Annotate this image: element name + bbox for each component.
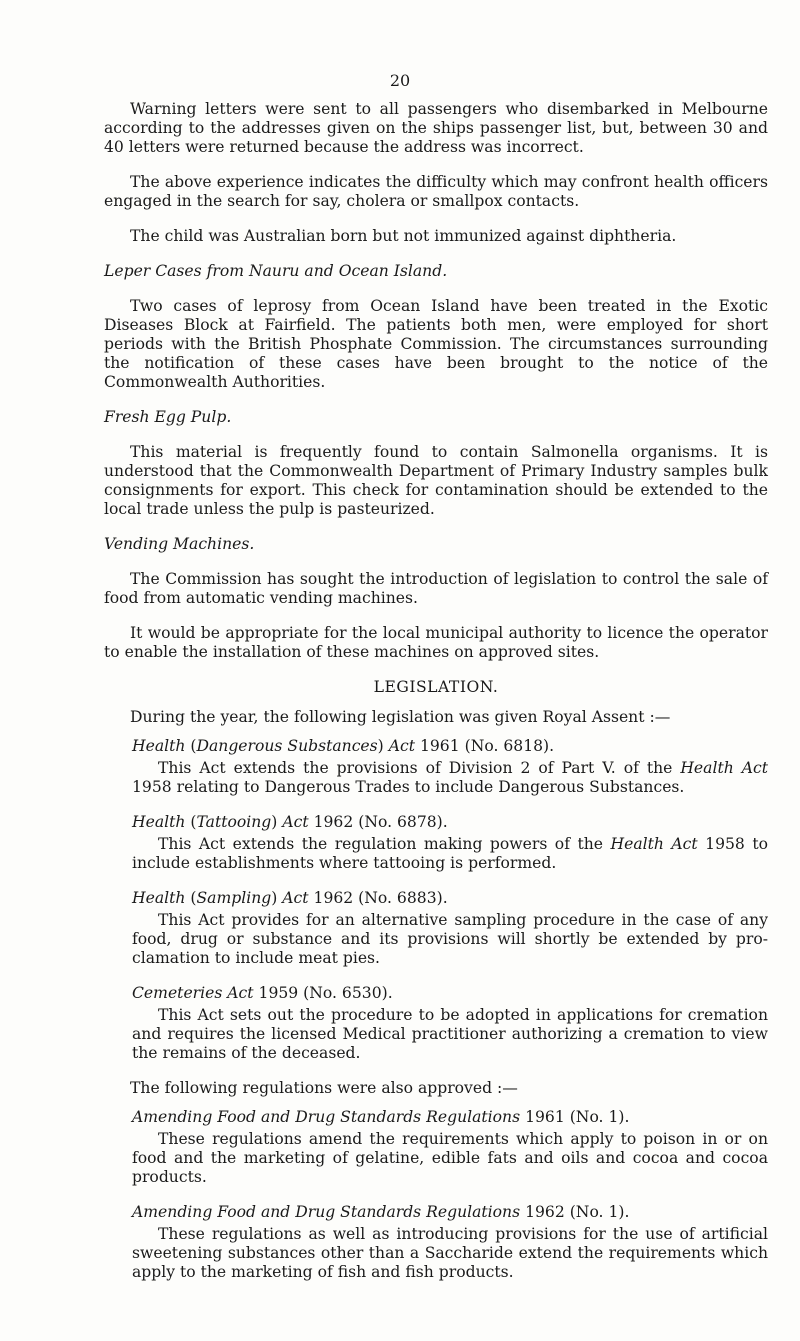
page-content (104, 100, 768, 1298)
section-heading-egg-pulp: Fresh Egg Pulp. (104, 408, 232, 426)
act-item (104, 813, 768, 873)
paragraph-vending-licence: It would be appropriate for the local municipal authority to licence the operator to enable the installation of these machines on approved sites. (104, 624, 768, 661)
regulation-body: These regulations as well as introducing provisions for the use of artificial sweetening substances other than a Saccharide extend the requirements which apply to the marketing of fish and fish products. (132, 1225, 768, 1281)
regulation-title: Amending Food and Drug Standards Regulations 1961 (No. 1). (132, 1108, 630, 1126)
legislation-intro: During the year, the following legislation was given Royal Assent :— (130, 708, 671, 726)
paragraph-salmonella: This material is frequently found to contain Salmonella organisms. It is understood that the Commonwealth Department of Primary Industry samples bulk consignments for export. This check for contamination should be extended to the local trade unless the pulp is pasteurized. (104, 443, 768, 518)
regulation-body: These regulations amend the requirements which apply to poison in or on food and the marketing of gelatine, edible fats and oils and cocoa and cocoa products. (132, 1130, 768, 1186)
page-number: 20 (389, 71, 411, 90)
act-title: Health (Tattooing) Act 1962 (No. 6878). (132, 813, 448, 831)
act-item (104, 737, 768, 797)
act-body: This Act provides for an alternative sampling procedure in the case of any food, drug or substance and its provisions will shortly be extended by pro- clamation to include meat pies. (132, 911, 768, 967)
paragraph-child: The child was Australian born but not immunized against diphtheria. (130, 227, 677, 245)
paragraph-warning-letters: Warning letters were sent to all passengers who disembarked in Melbourne according to the addresses given on the ships passenger list, but, between 30 and 40 letters were returned because the address was incorrect. (104, 100, 768, 156)
paragraph-vending-legislation: The Commission has sought the introduction of legislation to control the sale of food from automatic vending machines. (104, 570, 768, 607)
section-heading-leper-cases: Leper Cases from Nauru and Ocean Island. (104, 262, 448, 280)
act-title: Health (Sampling) Act 1962 (No. 6883). (132, 889, 448, 907)
act-title: Cemeteries Act 1959 (No. 6530). (132, 984, 393, 1002)
act-item (104, 984, 768, 1063)
regulation-item (104, 1203, 768, 1282)
section-heading-vending-machines: Vending Machines. (104, 535, 255, 553)
act-body: This Act sets out the procedure to be adopted in applications for cremation and requires the licensed Medical practitioner authorizing a cremation to view the remains of the deceased. (132, 1006, 768, 1062)
act-item (104, 889, 768, 968)
act-title: Health (Dangerous Substances) Act 1961 (No. 6818). (132, 737, 555, 755)
legislation-heading: LEGISLATION. (373, 678, 499, 696)
regulation-item (104, 1108, 768, 1187)
paragraph-leprosy: Two cases of leprosy from Ocean Island have been treated in the Exotic Diseases Block at Fairfield. The patients both men, were employed for short periods with the British Phosphate Commission. The circumstances surrounding the notification of these cases have been brought to the notice of the Commonwealth Authorities. (104, 297, 768, 391)
regulation-title: Amending Food and Drug Standards Regulations 1962 (No. 1). (132, 1203, 630, 1221)
regulations-intro: The following regulations were also approved :— (130, 1079, 518, 1097)
act-body: This Act extends the provisions of Division 2 of Part V. of the Health Act 1958 relating to Dangerous Trades to include Dangerous Substances. (132, 759, 768, 796)
paragraph-difficulty: The above experience indicates the difficulty which may confront health officers engaged in the search for say, cholera or smallpox contacts. (104, 173, 768, 210)
act-body: This Act extends the regulation making powers of the Health Act 1958 to include establishments where tattooing is performed. (132, 835, 768, 872)
